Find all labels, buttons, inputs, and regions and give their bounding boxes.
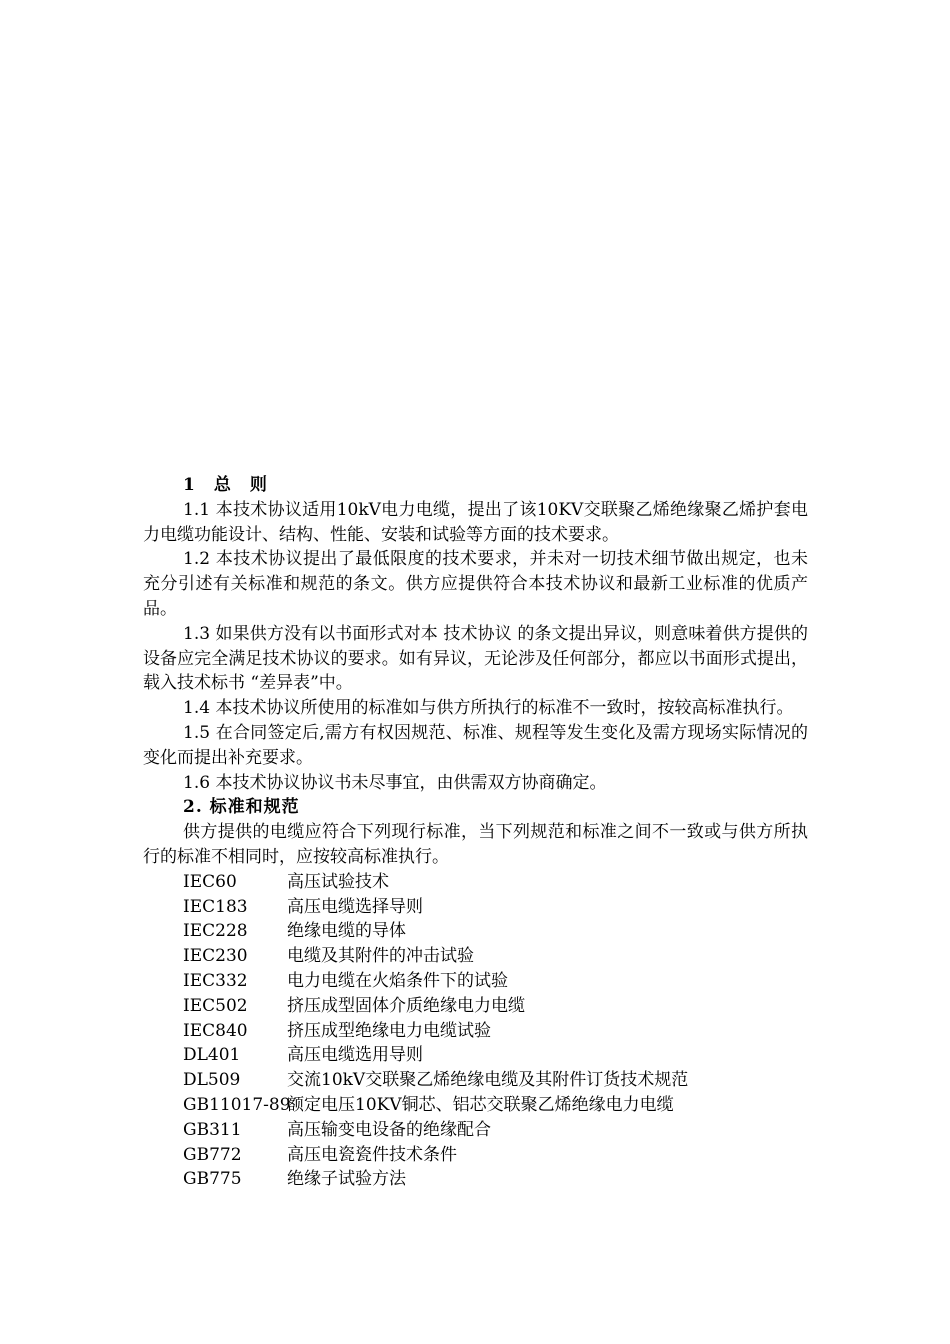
- standard-title: 高压输变电设备的绝缘配合: [287, 1119, 491, 1140]
- standard-row: [143, 1068, 808, 1093]
- paragraph-1-3: 1.3 如果供方没有以书面形式对本 技术协议 的条文提出异议，则意味着供方提供的设备应完全满足技术协议的要求。如有异议，无论涉及任何部分，都应以书面形式提出，载入技术标书 “差异表”中。: [143, 623, 808, 694]
- standard-title: 挤压成型固体介质绝缘电力电缆: [287, 995, 525, 1016]
- standard-code: IEC183: [183, 896, 248, 917]
- standard-code: DL509: [183, 1070, 241, 1091]
- standard-row: [143, 1043, 808, 1068]
- standard-code: GB772: [183, 1144, 242, 1165]
- standard-row: [143, 994, 808, 1019]
- standard-code: GB311: [183, 1119, 242, 1140]
- standard-row: [143, 919, 808, 944]
- standard-title: 绝缘子试验方法: [287, 1169, 406, 1190]
- section-heading-general: 1 总 则: [183, 475, 268, 495]
- standard-title: 额定电压10KV铜芯、铝芯交联聚乙烯绝缘电力电缆: [287, 1094, 674, 1115]
- document-body: [143, 473, 808, 1192]
- standard-code: IEC230: [183, 946, 248, 967]
- standard-code: IEC502: [183, 995, 248, 1016]
- standard-code: IEC840: [183, 1020, 248, 1041]
- standard-title: 高压试验技术: [287, 871, 389, 892]
- standard-row: [143, 1019, 808, 1044]
- standard-code: IEC60: [183, 871, 237, 892]
- standard-title: 绝缘电缆的导体: [287, 921, 406, 942]
- standard-row: [143, 1118, 808, 1143]
- standard-title: 交流10kV交联聚乙烯绝缘电缆及其附件订货技术规范: [287, 1070, 689, 1091]
- standard-row: [143, 969, 808, 994]
- standard-title: 高压电瓷瓷件技术条件: [287, 1144, 457, 1165]
- standard-title: 挤压成型绝缘电力电缆试验: [287, 1020, 491, 1041]
- paragraph-1-2: 1.2 本技术协议提出了最低限度的技术要求，并未对一切技术细节做出规定，也未充分引述有关标准和规范的条文。供方应提供符合本技术协议和最新工业标准的优质产品。: [143, 549, 808, 619]
- standards-list: [143, 870, 808, 1192]
- paragraph-1-6: 1.6 本技术协议协议书未尽事宜，由供需双方协商确定。: [183, 772, 607, 793]
- standard-code: IEC332: [183, 970, 248, 991]
- standard-row: [143, 1093, 808, 1118]
- paragraph-1-4: 1.4 本技术协议所使用的标准如与供方所执行的标准不一致时，按较高标准执行。: [183, 698, 794, 719]
- standard-code: GB11017-89: [183, 1094, 291, 1115]
- standard-code: IEC228: [183, 921, 248, 942]
- standard-row: [143, 944, 808, 969]
- standard-code: GB775: [183, 1169, 242, 1190]
- standard-title: 高压电缆选用导则: [287, 1045, 423, 1066]
- paragraph-1-1: 1.1 本技术协议适用10kV电力电缆，提出了该10KV交联聚乙烯绝缘聚乙烯护套电力电缆功能设计、结构、性能、安装和试验等方面的技术要求。: [143, 499, 808, 545]
- standard-title: 电力电缆在火焰条件下的试验: [287, 970, 508, 991]
- paragraph-1-5: 1.5 在合同签定后,需方有权因规范、标准、规程等发生变化及需方现场实际情况的变化而提出补充要求。: [143, 722, 808, 768]
- paragraph-standards-intro: 供方提供的电缆应符合下列现行标准，当下列规范和标准之间不一致或与供方所执行的标准不相同时，应按较高标准执行。: [143, 822, 808, 867]
- standard-title: 电缆及其附件的冲击试验: [287, 946, 474, 967]
- standard-code: DL401: [183, 1045, 241, 1066]
- standard-row: [143, 895, 808, 920]
- standard-row: [143, 1167, 808, 1192]
- standard-row: [143, 1143, 808, 1168]
- standard-row: [143, 870, 808, 895]
- section-heading-standards: 2. 标准和规范: [183, 797, 300, 818]
- standard-title: 高压电缆选择导则: [287, 896, 423, 917]
